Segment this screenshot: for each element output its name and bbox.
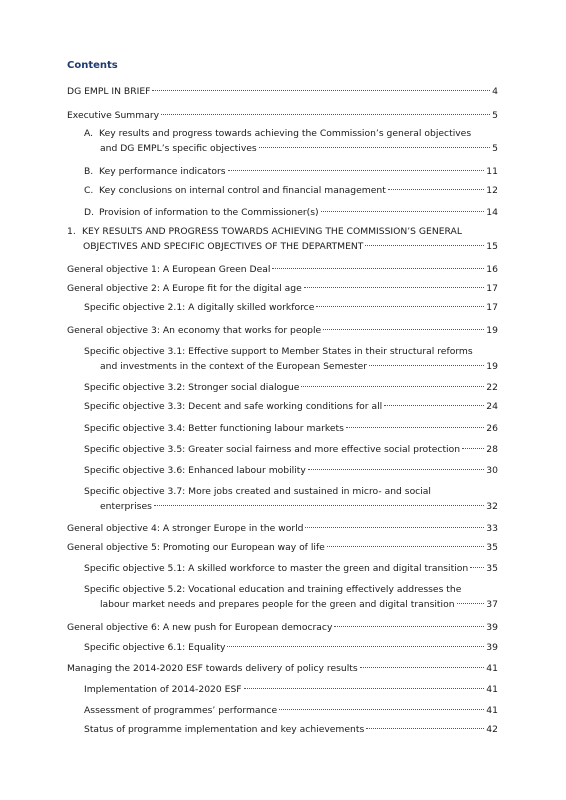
toc-entry-title: Specific objective 3.4: Better functioning labour markets — [84, 423, 344, 434]
dot-leader — [301, 386, 484, 387]
toc-entry-line — [84, 682, 498, 697]
dot-leader — [259, 147, 490, 148]
toc-entry-page-number: 41 — [486, 663, 498, 674]
dot-leader — [161, 114, 490, 115]
dot-leader — [304, 287, 485, 288]
dot-leader — [323, 329, 484, 330]
toc-entry[interactable] — [84, 703, 498, 718]
toc-entry-title: Key performance indicators — [99, 166, 226, 177]
toc-entry-title: General objective 4: A stronger Europe in the world — [67, 523, 304, 534]
toc-entry[interactable] — [84, 682, 498, 697]
toc-entry[interactable] — [67, 262, 498, 277]
toc-entry-title: Specific objective 5.1: A skilled workforce to master the green and digital transition — [84, 563, 469, 574]
dot-leader — [388, 189, 484, 190]
toc-entry-title: General objective 5: Promoting our European way of life — [67, 542, 325, 553]
toc-entry-line — [84, 597, 498, 612]
dot-leader — [334, 626, 484, 627]
toc-entry-line — [84, 205, 498, 220]
toc-entry-title: Specific objective 2.1: A digitally skilled workforce — [84, 302, 315, 313]
toc-entry[interactable] — [84, 205, 498, 220]
toc-entry-title: Specific objective 3.5: Greater social fairness and more effective social protection — [84, 444, 461, 455]
toc-entry-line — [84, 722, 498, 737]
toc-entry-page-number: 14 — [486, 207, 498, 218]
dot-leader — [305, 527, 484, 528]
toc-entry-line — [84, 359, 498, 374]
dot-leader — [369, 365, 484, 366]
dot-leader — [457, 603, 485, 604]
toc-entry-line — [67, 521, 498, 536]
toc-entry[interactable] — [84, 344, 498, 374]
toc-entry-page-number: 5 — [492, 143, 498, 154]
toc-entry-line — [84, 561, 498, 576]
dot-leader — [227, 646, 484, 647]
toc-entry-title: Specific objective 6.1: Equality — [84, 642, 226, 653]
dot-leader — [272, 268, 484, 269]
toc-entry-page-number: 22 — [486, 382, 498, 393]
toc-entry-line — [84, 442, 498, 457]
toc-entry-line — [84, 499, 498, 514]
toc-entry[interactable] — [67, 224, 498, 254]
toc-entry-title: enterprises — [100, 501, 152, 512]
toc-entry-page-number: 11 — [486, 166, 498, 177]
toc-entry-page-number: 42 — [486, 724, 498, 735]
toc-entry-line — [67, 281, 498, 296]
toc-entry[interactable] — [84, 126, 498, 156]
toc-entry-title: Specific objective 3.2: Stronger social dialogue — [84, 382, 300, 393]
toc-entry-title-line1: Key results and progress towards achieving the Commission’s general objectives — [99, 128, 472, 139]
toc-entry-first-line — [84, 126, 498, 141]
toc-entry-page-number: 30 — [486, 465, 498, 476]
toc-entry-title: and investments in the context of the European Semester — [100, 361, 367, 372]
toc-entry[interactable] — [84, 421, 498, 436]
dot-leader — [366, 728, 484, 729]
dot-leader — [470, 567, 484, 568]
toc-entry-title: General objective 1: A European Green Deal — [67, 264, 271, 275]
toc-entry-page-number: 12 — [486, 185, 498, 196]
toc-entry[interactable] — [84, 442, 498, 457]
toc-entry-page-number: 35 — [486, 563, 498, 574]
toc-entry-title: Assessment of programmes’ performance — [84, 705, 278, 716]
toc-entry-page-number: 16 — [486, 264, 498, 275]
dot-leader — [154, 505, 484, 506]
toc-entry-line — [67, 239, 498, 254]
toc-entry-title: Status of programme implementation and key achievements — [84, 724, 365, 735]
toc-entry-page-number: 32 — [486, 501, 498, 512]
toc-entry-page-number: 19 — [486, 361, 498, 372]
toc-entry-title-line1: Specific objective 5.2: Vocational education and training effectively addresses the — [84, 584, 462, 595]
toc-entry[interactable] — [67, 540, 498, 555]
dot-leader — [365, 245, 484, 246]
dot-leader — [321, 211, 485, 212]
toc-entry[interactable] — [84, 183, 498, 198]
toc-entry-label: A. — [84, 128, 94, 139]
toc-entry-page-number: 33 — [486, 523, 498, 534]
toc-entry-label: D. — [84, 207, 94, 218]
dot-leader — [316, 306, 484, 307]
toc-entry-page-number: 19 — [486, 325, 498, 336]
toc-entry-page-number: 39 — [486, 642, 498, 653]
toc-entry[interactable] — [84, 399, 498, 414]
toc-entry-line — [84, 380, 498, 395]
toc-entry-label: C. — [84, 185, 94, 196]
toc-entry-line — [67, 84, 498, 99]
toc-entry-line — [84, 703, 498, 718]
toc-entry-page-number: 17 — [486, 283, 498, 294]
toc-entry-title: Executive Summary — [67, 110, 160, 121]
dot-leader — [327, 546, 484, 547]
dot-leader — [346, 427, 484, 428]
toc-entry-title: labour market needs and prepares people for the green and digital transition — [100, 599, 455, 610]
toc-entry[interactable] — [84, 722, 498, 737]
toc-entry-first-line — [67, 224, 498, 239]
toc-entry[interactable] — [84, 380, 498, 395]
toc-entry[interactable] — [67, 108, 498, 123]
toc-entry-title: General objective 2: A Europe fit for the digital age — [67, 283, 302, 294]
toc-entry[interactable] — [67, 661, 498, 676]
toc-entry-title: and DG EMPL’s specific objectives — [100, 143, 257, 154]
dot-leader — [462, 448, 484, 449]
toc-entry[interactable] — [84, 484, 498, 514]
toc-entry-line — [84, 399, 498, 414]
toc-entry-page-number: 5 — [492, 110, 498, 121]
toc-entry-line — [67, 108, 498, 123]
toc-entry-line — [84, 463, 498, 478]
toc-entry-title: General objective 3: An economy that works for people — [67, 325, 322, 336]
toc-entry-first-line — [84, 582, 498, 597]
dot-leader — [228, 170, 485, 171]
toc-entry-line — [67, 262, 498, 277]
toc-entry-title: OBJECTIVES AND SPECIFIC OBJECTIVES OF THE DEPARTMENT — [83, 241, 364, 252]
toc-entry-title-line1: Specific objective 3.1: Effective support to Member States in their structural reforms — [84, 346, 473, 357]
toc-entry-line — [67, 661, 498, 676]
toc-entry[interactable] — [67, 323, 498, 338]
toc-entry-line — [84, 640, 498, 655]
toc-entry-title: Specific objective 3.6: Enhanced labour mobility — [84, 465, 306, 476]
toc-entry-page-number: 41 — [486, 684, 498, 695]
toc-entry-title: Provision of information to the Commissioner(s) — [99, 207, 319, 218]
toc-entry-title: General objective 6: A new push for European democracy — [67, 622, 333, 633]
toc-entry-page-number: 41 — [486, 705, 498, 716]
dot-leader — [279, 709, 484, 710]
dot-leader — [152, 90, 490, 91]
toc-entry-title: DG EMPL IN BRIEF — [67, 86, 151, 97]
toc-entry-line — [84, 141, 498, 156]
toc-entry-page-number: 35 — [486, 542, 498, 553]
toc-entry-line — [67, 540, 498, 555]
toc-entry-page-number: 24 — [486, 401, 498, 412]
toc-entry-line — [84, 164, 498, 179]
toc-entry-page-number: 37 — [486, 599, 498, 610]
toc-entry-line — [67, 323, 498, 338]
toc-entry-line — [67, 620, 498, 635]
dot-leader — [360, 667, 485, 668]
dot-leader — [244, 688, 485, 689]
toc-entry-title: Specific objective 3.3: Decent and safe working conditions for all — [84, 401, 383, 412]
toc-entry-title: Implementation of 2014-2020 ESF — [84, 684, 242, 695]
toc-entry-title-line1: KEY RESULTS AND PROGRESS TOWARDS ACHIEVING THE COMMISSION’S GENERAL — [82, 226, 462, 237]
toc-entry-first-line — [84, 344, 498, 359]
toc-entry[interactable] — [67, 620, 498, 635]
toc-entry-page-number: 4 — [492, 86, 498, 97]
toc-entry-line — [84, 421, 498, 436]
toc-entry[interactable] — [67, 521, 498, 536]
toc-entry[interactable] — [67, 84, 498, 99]
toc-entry-first-line — [84, 484, 498, 499]
dot-leader — [308, 469, 485, 470]
toc-entry-label: B. — [84, 166, 94, 177]
toc-entry-line — [84, 183, 498, 198]
toc-entry-page-number: 39 — [486, 622, 498, 633]
contents-heading: Contents — [67, 60, 118, 71]
toc-entry[interactable] — [84, 640, 498, 655]
toc-entry-title: Managing the 2014-2020 ESF towards delivery of policy results — [67, 663, 358, 674]
toc-entry-page-number: 26 — [486, 423, 498, 434]
toc-entry[interactable] — [84, 582, 498, 612]
toc-entry-title-line1: Specific objective 3.7: More jobs created and sustained in micro- and social — [84, 486, 431, 497]
toc-entry-page-number: 15 — [486, 241, 498, 252]
toc-entry-page-number: 28 — [486, 444, 498, 455]
toc-entry-line — [84, 300, 498, 315]
toc-entry[interactable] — [84, 164, 498, 179]
toc-entry[interactable] — [84, 300, 498, 315]
toc-entry-title: Key conclusions on internal control and financial management — [99, 185, 386, 196]
toc-entry[interactable] — [84, 463, 498, 478]
toc-entry[interactable] — [84, 561, 498, 576]
toc-entry[interactable] — [67, 281, 498, 296]
toc-entry-page-number: 17 — [486, 302, 498, 313]
dot-leader — [384, 405, 484, 406]
toc-entry-label: 1. — [67, 226, 76, 237]
